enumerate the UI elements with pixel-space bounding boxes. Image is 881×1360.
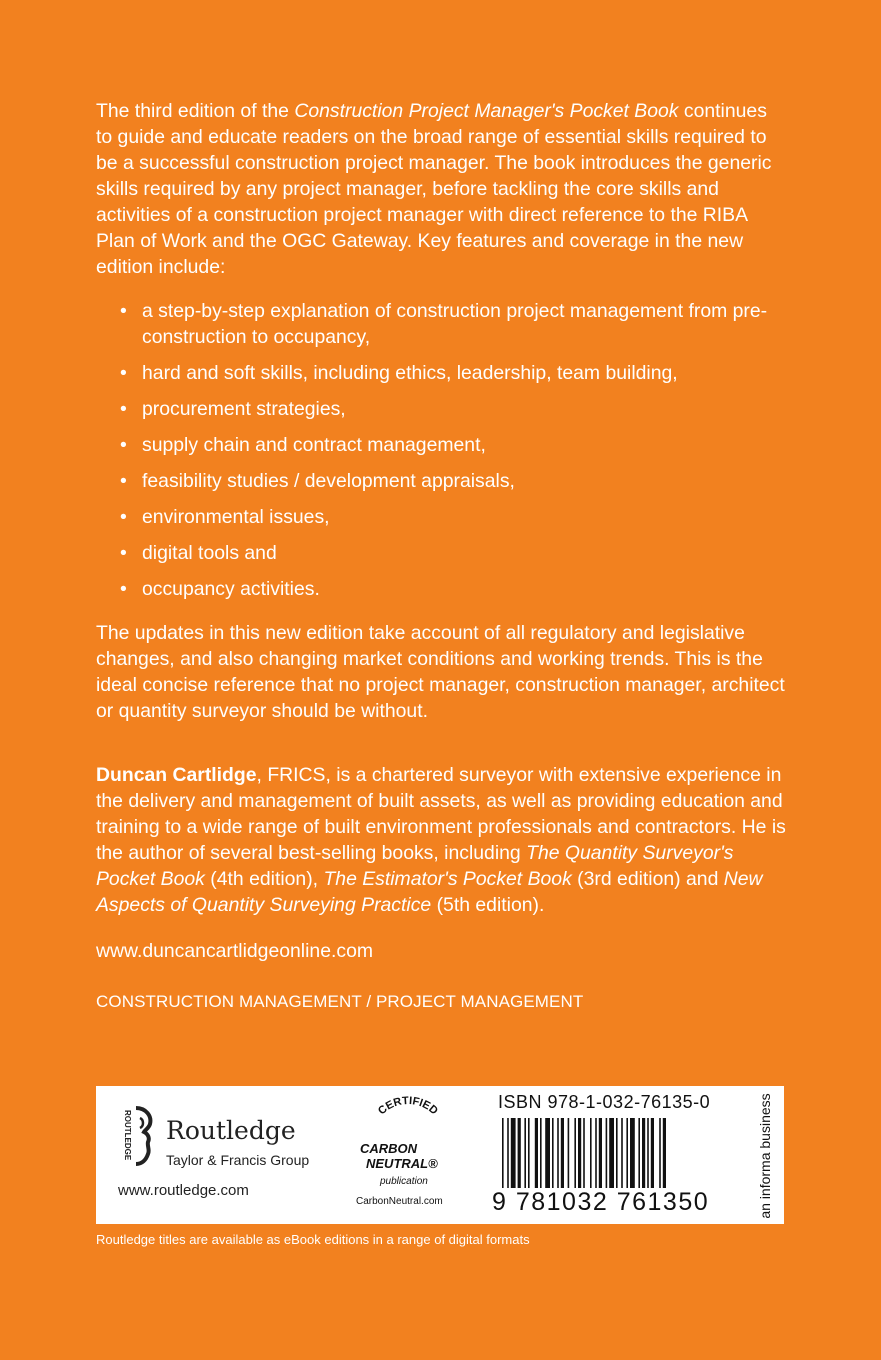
book-title: The Quantity Surveyor's Pocket Book — [96, 842, 734, 890]
list-item — [120, 396, 786, 422]
routledge-logo-icon — [114, 1106, 156, 1166]
list-item-text: hard and soft skills, including ethics, leadership, team building, — [142, 362, 678, 384]
barcode-bar — [557, 1118, 559, 1188]
list-item-text: occupancy activities. — [142, 578, 320, 600]
barcode-bar — [599, 1118, 602, 1188]
intro-pre: The third edition of the — [96, 100, 295, 122]
list-item-text: digital tools and — [142, 542, 277, 564]
barcode-bar — [626, 1118, 628, 1188]
list-item — [120, 540, 786, 566]
bio-text: , FRICS, is a chartered surveyor with extensive experience in the delivery and management of built assets, as well as providing education and training to a wide range of built environment professionals and contractors. He is the author of several best-selling books, including — [96, 764, 786, 864]
bullet-icon: • — [120, 506, 127, 528]
barcode-bar — [518, 1118, 521, 1188]
barcode-bar — [502, 1118, 504, 1188]
list-item-text: environmental issues, — [142, 506, 330, 528]
barcode-bar — [606, 1118, 608, 1188]
list-item — [120, 298, 786, 350]
barcode-bar — [642, 1118, 645, 1188]
barcode-bar — [583, 1118, 585, 1188]
list-item-text: supply chain and contract management, — [142, 434, 486, 456]
carbon-url: CarbonNeutral.com — [356, 1196, 443, 1207]
author-name: Duncan Cartlidge — [96, 764, 257, 786]
barcode-bar — [561, 1118, 564, 1188]
list-item — [120, 468, 786, 494]
subject-category: CONSTRUCTION MANAGEMENT / PROJECT MANAGEMENT — [96, 992, 584, 1011]
barcode-bar — [535, 1118, 538, 1188]
barcode-bar — [574, 1118, 576, 1188]
carbon-publication: publication — [380, 1176, 428, 1187]
barcode-bar — [528, 1118, 530, 1188]
bullet-icon: • — [120, 300, 127, 322]
barcode-bar — [638, 1118, 640, 1188]
barcode-bar — [524, 1118, 526, 1188]
book-title: New Aspects of Quantity Surveying Practice — [96, 868, 763, 916]
publisher-website-link[interactable]: www.routledge.com — [118, 1182, 249, 1199]
barcode-bar — [630, 1118, 635, 1188]
barcode-bar — [663, 1118, 666, 1188]
intro-paragraph — [96, 98, 786, 280]
isbn-label: ISBN 978-1-032-76135-0 — [498, 1092, 711, 1112]
bullet-icon: • — [120, 578, 127, 600]
author-website-link[interactable]: www.duncancartlidgeonline.com — [96, 940, 374, 962]
barcode-bar — [595, 1118, 597, 1188]
publisher-panel — [96, 1086, 784, 1224]
intro-book-title: Construction Project Manager's Pocket Book — [294, 100, 679, 122]
feature-list — [96, 298, 786, 602]
bullet-icon: • — [120, 434, 127, 456]
ebook-note: Routledge titles are available as eBook editions in a range of digital formats — [96, 1232, 530, 1247]
back-cover-text — [96, 98, 786, 1013]
book-title: The Estimator's Pocket Book — [323, 868, 572, 890]
bullet-icon: • — [120, 398, 127, 420]
routledge-logo-letters: ROUTLEDGE — [123, 1110, 132, 1161]
bio-text: (5th edition). — [431, 894, 545, 916]
barcode-bar — [621, 1118, 623, 1188]
list-item — [120, 432, 786, 458]
publisher-group: Taylor & Francis Group — [166, 1152, 310, 1168]
svg-text:CERTIFIED — [376, 1096, 440, 1117]
barcode-icon — [502, 1118, 742, 1188]
barcode-digits: 9 781032 761350 — [492, 1188, 710, 1216]
barcode-bar — [651, 1118, 654, 1188]
bullet-icon: • — [120, 470, 127, 492]
author-bio — [96, 762, 786, 918]
barcode-bar — [540, 1118, 542, 1188]
bio-text: (4th edition), — [204, 868, 324, 890]
barcode-bar — [590, 1118, 592, 1188]
barcode-bar — [609, 1118, 614, 1188]
barcode-bar — [568, 1118, 570, 1188]
carbon-label-2: NEUTRAL® — [366, 1156, 438, 1171]
barcode-bar — [507, 1118, 509, 1188]
list-item — [120, 576, 786, 602]
barcode-bar — [659, 1118, 661, 1188]
barcode-bar — [616, 1118, 618, 1188]
informa-text: an informa business — [757, 1093, 773, 1219]
list-item-text: a step-by-step explanation of construction project management from pre-construction to occupancy, — [142, 300, 768, 348]
carbon-label-1: CARBON — [360, 1141, 418, 1156]
barcode-bar — [578, 1118, 581, 1188]
barcode-bar — [647, 1118, 649, 1188]
list-item-text: procurement strategies, — [142, 398, 346, 420]
bullet-icon: • — [120, 542, 127, 564]
barcode-bar — [552, 1118, 554, 1188]
carbon-certified-text: CERTIFIED — [376, 1096, 440, 1118]
list-item — [120, 504, 786, 530]
informa-tagline — [752, 1090, 778, 1222]
barcode-bar — [511, 1118, 516, 1188]
updates-paragraph: The updates in this new edition take account of all regulatory and legislative changes, and also changing market conditions and working trends. This is the ideal concise reference that no project manager, construction manager, architect or quantity surveyor should be without. — [96, 622, 785, 722]
list-item — [120, 360, 786, 386]
bullet-icon: • — [120, 362, 127, 384]
barcode-bar — [545, 1118, 550, 1188]
list-item-text: feasibility studies / development appraisals, — [142, 470, 515, 492]
publisher-name: Routledge — [166, 1116, 296, 1145]
intro-post: continues to guide and educate readers on the broad range of essential skills required to be a successful construction project manager. The book introduces the generic skills required by any project manager, before tackling the core skills and activities of a construction project manager with direct reference to the RIBA Plan of Work and the OGC Gateway. Key features and coverage in the new edition include: — [96, 100, 772, 278]
bio-text: (3rd edition) and — [571, 868, 724, 890]
